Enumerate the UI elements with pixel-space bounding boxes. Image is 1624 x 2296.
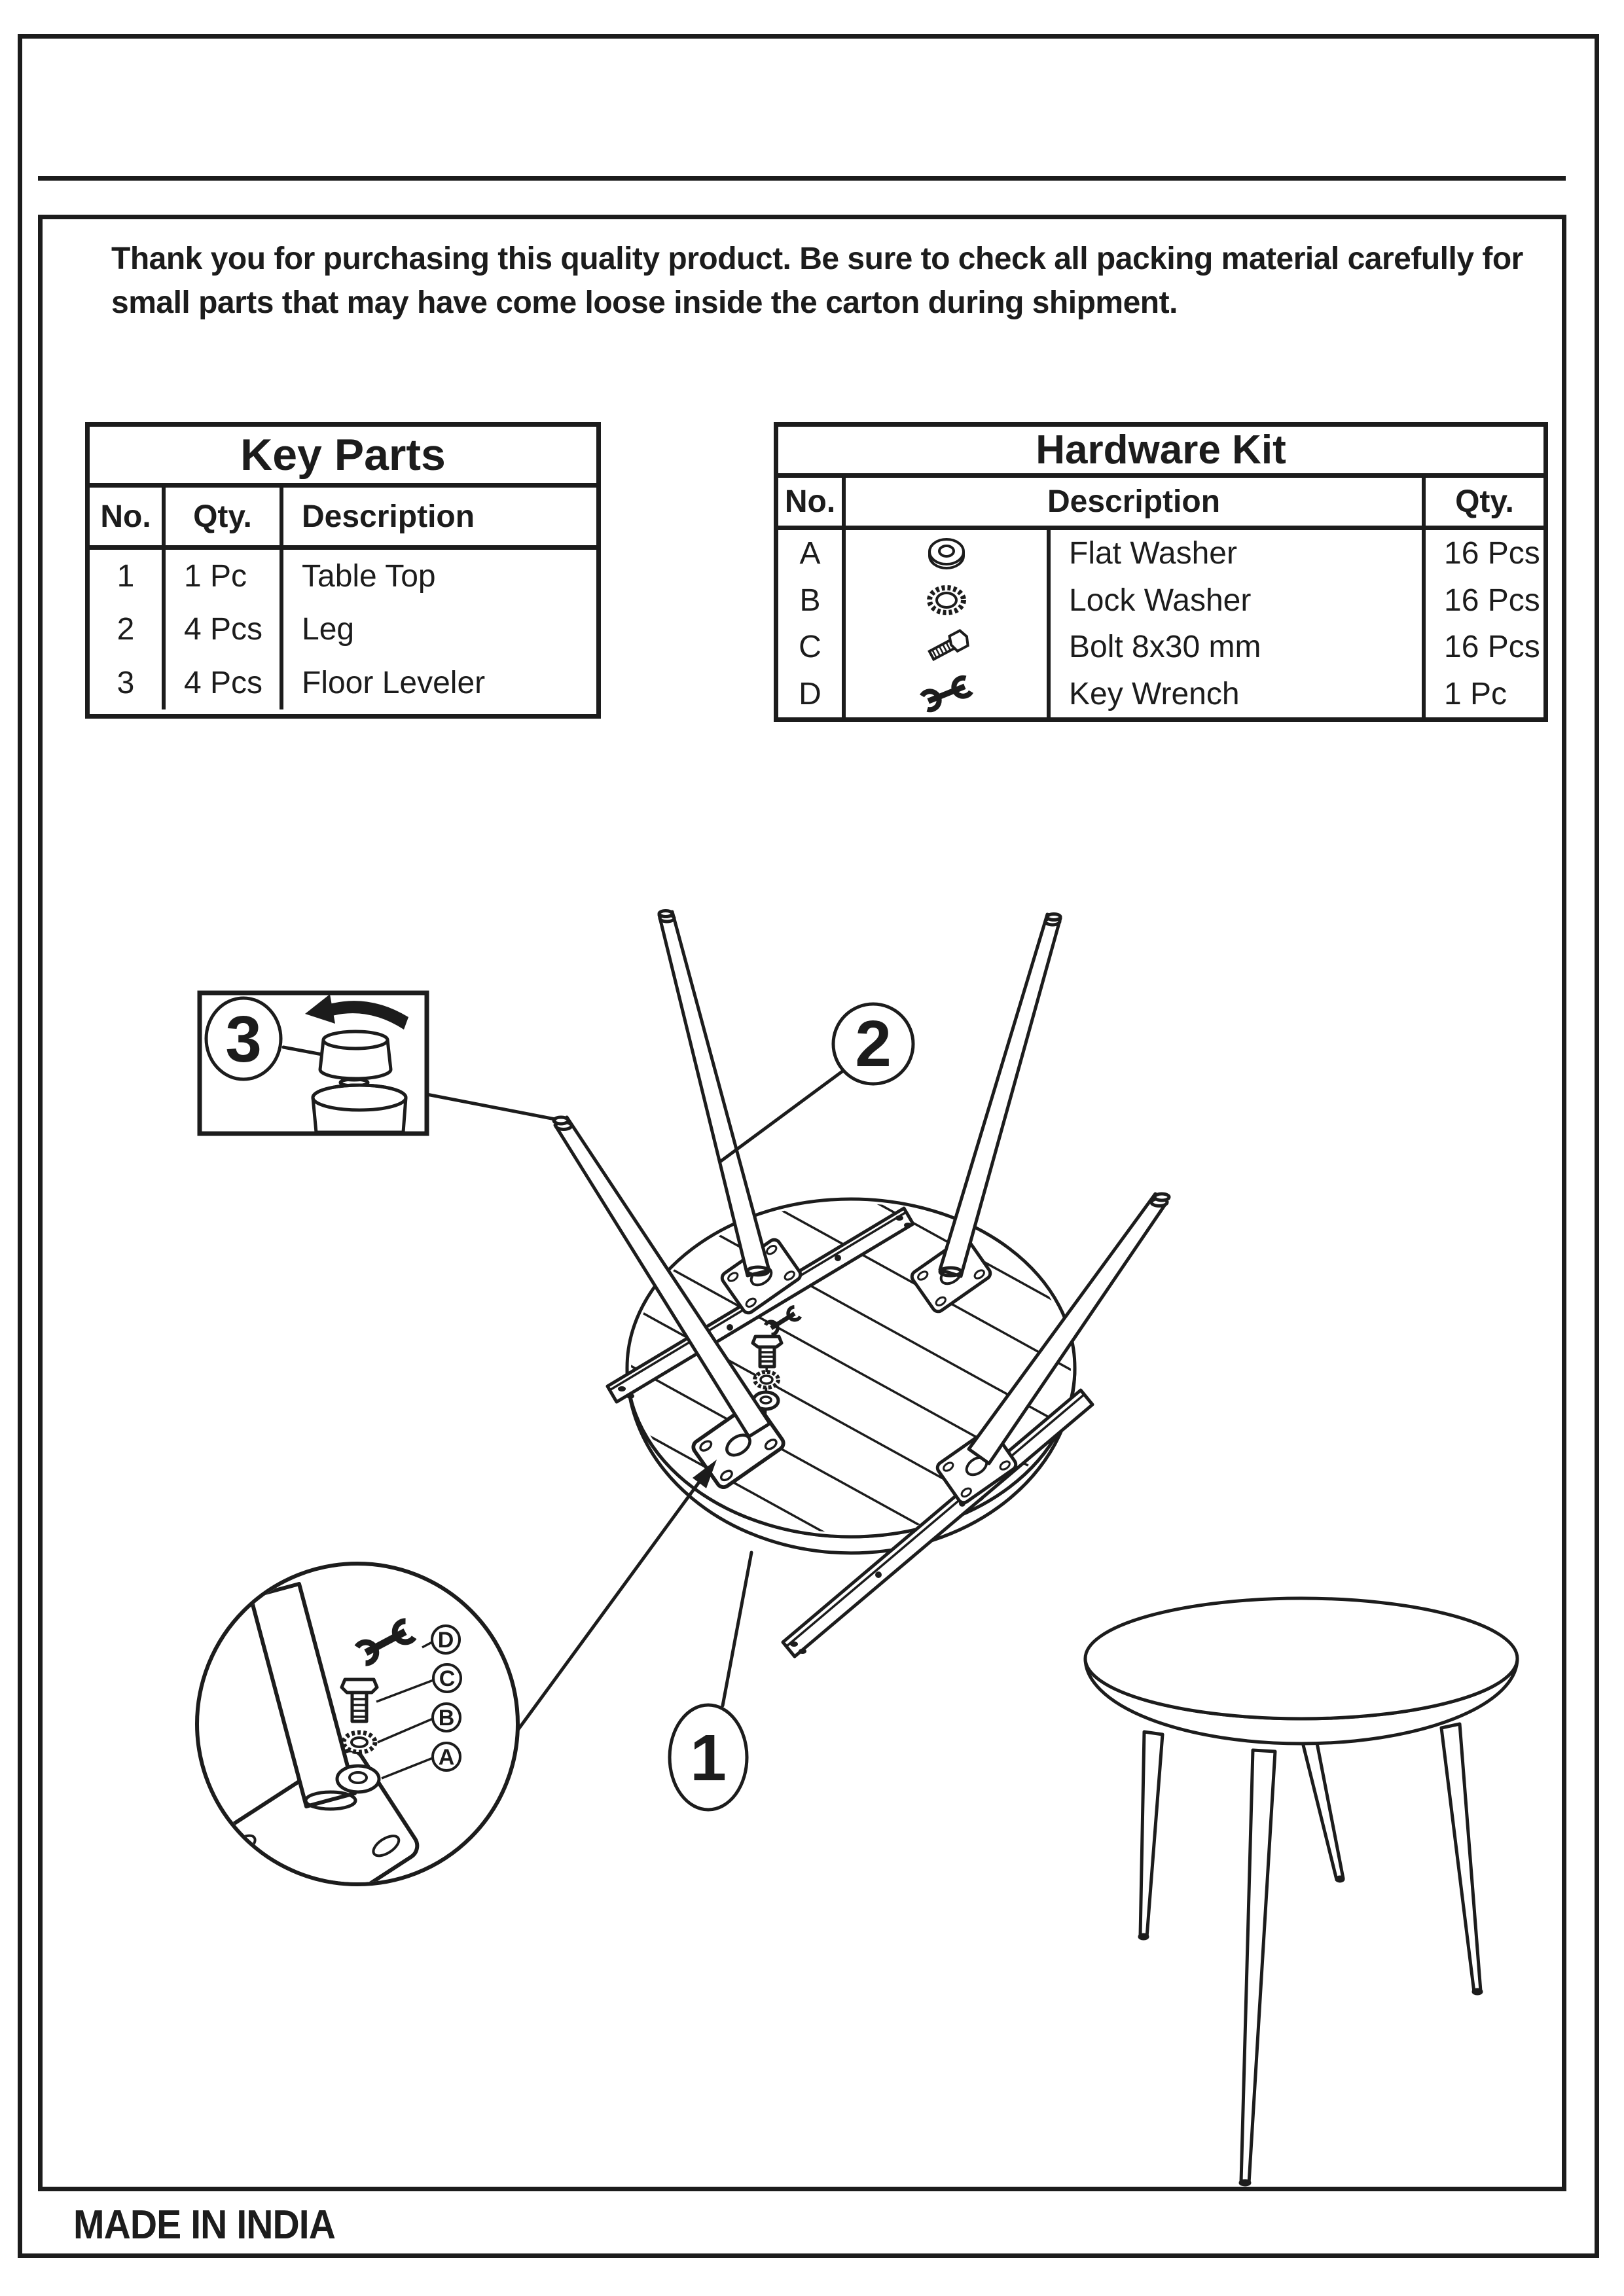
key-parts-col-qty: Qty. <box>166 488 283 545</box>
detail-circle-hardware <box>197 1564 518 1946</box>
key-parts-title: Key Parts <box>90 427 596 488</box>
hardware-kit-title: Hardware Kit <box>778 427 1543 478</box>
callout-3-number: 3 <box>225 1003 262 1076</box>
hardware-col-description: Description <box>846 478 1426 526</box>
table-cell: C <box>778 624 846 671</box>
table-cell: Bolt 8x30 mm <box>1051 624 1426 671</box>
callout-1 <box>670 1552 751 1810</box>
made-in-label: MADE IN INDIA <box>73 2202 335 2248</box>
svg-text:B: B <box>438 1706 455 1731</box>
table-cell: Leg <box>302 612 355 647</box>
hardware-col-no: No. <box>778 478 846 526</box>
leg <box>659 911 769 1276</box>
intro-line-1: Thank you for purchasing this quality product. Be sure to check all packing material carefully for <box>111 242 1523 276</box>
callout-2 <box>720 1004 913 1162</box>
table-cell: D <box>778 671 846 718</box>
leg <box>940 914 1060 1277</box>
svg-text:A: A <box>438 1745 455 1770</box>
table-leg <box>1441 1724 1481 1992</box>
table-cell: 16 Pcs <box>1444 536 1540 571</box>
table-leg <box>1241 1750 1275 2183</box>
table-top <box>1085 1598 1517 1719</box>
svg-text:C: C <box>439 1666 456 1691</box>
table-cell: Floor Leveler <box>302 665 486 700</box>
callout-2-number: 2 <box>855 1007 892 1081</box>
table-cell: 16 Pcs <box>1444 630 1540 665</box>
table-cell: 4 Pcs <box>166 603 283 656</box>
table-cell: 16 Pcs <box>1444 583 1540 618</box>
table-cell: 3 <box>90 656 166 709</box>
table-cell: 1 Pc <box>1444 676 1507 711</box>
table-cell: Flat Washer <box>1051 530 1426 577</box>
table-cell: Table Top <box>302 559 436 594</box>
table-cell: 2 <box>90 603 166 656</box>
table-cell: Lock Washer <box>1051 577 1426 624</box>
detail-pointer-arrow <box>518 1460 717 1729</box>
key-parts-col-description: Description <box>302 499 475 534</box>
finished-table-illustration <box>1085 1598 1517 2185</box>
key-parts-col-no: No. <box>90 488 166 545</box>
table-cell: B <box>778 577 846 624</box>
table-cell: A <box>778 530 846 577</box>
table-cell: Key Wrench <box>1051 671 1426 718</box>
callout-1-number: 1 <box>690 1721 727 1795</box>
table-leg <box>1140 1732 1163 1937</box>
detail-box-floor-leveler <box>200 993 555 1134</box>
intro-line-2: small parts that may have come loose inside the carton during shipment. <box>111 285 1178 320</box>
hardware-col-qty: Qty. <box>1455 484 1514 519</box>
table-cell: 1 Pc <box>166 550 283 603</box>
table-cell: 4 Pcs <box>166 656 283 709</box>
table-cell: 1 <box>90 550 166 603</box>
svg-text:D: D <box>437 1628 454 1653</box>
